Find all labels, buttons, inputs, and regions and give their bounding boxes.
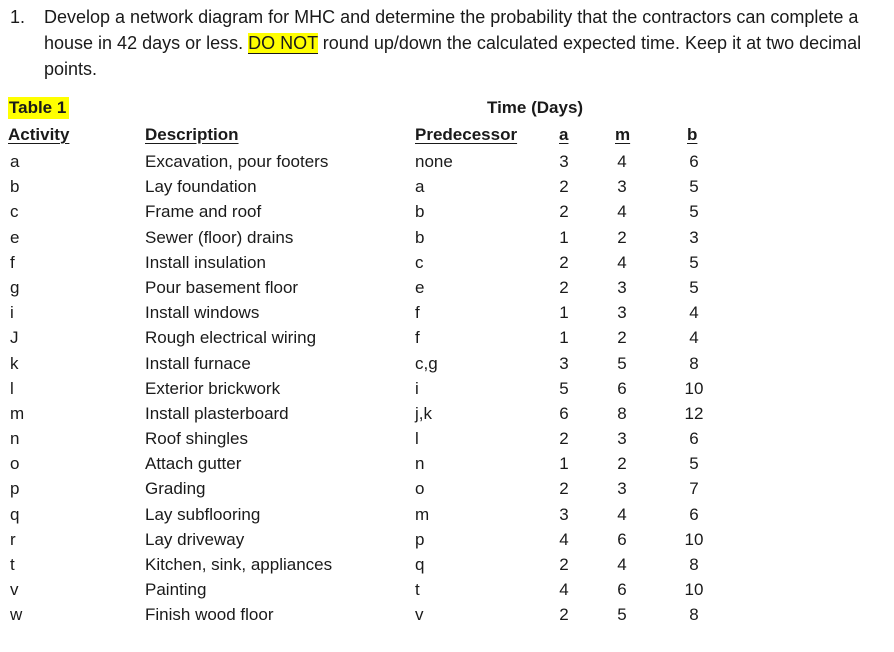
question-text-before: Develop a network diagram for MHC and determine the probability that the contractors can complete a house in 42 days or less. <box>44 7 859 53</box>
time-m-cell: 8 <box>617 403 627 423</box>
time-m-cell: 4 <box>617 152 627 171</box>
predecessor-cell: c,g <box>415 353 438 373</box>
predecessor-cell: o <box>415 479 425 499</box>
table-row <box>0 602 894 627</box>
time-a-cell: 5 <box>559 378 569 398</box>
time-b-cell: 6 <box>689 152 699 171</box>
time-m-cell: 3 <box>617 303 627 323</box>
time-b-cell: 5 <box>689 177 699 197</box>
activity-cell: o <box>10 454 20 474</box>
time-m-cell: 2 <box>617 227 627 247</box>
time-m-cell: 6 <box>617 529 627 549</box>
table-row <box>0 426 894 451</box>
description-cell: Install plasterboard <box>145 403 289 423</box>
activity-cell: n <box>10 429 20 449</box>
table-row <box>0 225 894 250</box>
header-activity: Activity <box>8 125 70 144</box>
description-cell: Lay foundation <box>145 177 257 197</box>
activity-table <box>0 149 894 628</box>
table-row <box>0 552 894 577</box>
time-m-cell: 2 <box>617 454 627 474</box>
description-cell: Finish wood floor <box>145 605 274 625</box>
time-m-cell: 6 <box>617 580 627 600</box>
time-a-cell: 1 <box>559 303 569 323</box>
table-row <box>0 174 894 199</box>
table-row <box>0 300 894 325</box>
time-b-cell: 10 <box>684 580 704 600</box>
description-cell: Install furnace <box>145 353 251 373</box>
time-b-cell: 6 <box>689 504 699 524</box>
time-a-cell: 3 <box>559 353 569 373</box>
time-b-cell: 5 <box>689 202 699 222</box>
description-cell: Exterior brickwork <box>145 378 281 398</box>
predecessor-cell: b <box>415 227 425 247</box>
description-cell: Attach gutter <box>145 454 242 474</box>
predecessor-cell: j,k <box>415 403 432 423</box>
time-b-cell: 3 <box>689 227 699 247</box>
table-row <box>0 199 894 224</box>
header-m: m <box>615 125 631 144</box>
time-b-cell: 5 <box>689 454 699 474</box>
time-a-cell: 1 <box>559 454 569 474</box>
description-cell: Install insulation <box>145 252 266 272</box>
do-not-highlight: DO NOT <box>248 33 318 53</box>
time-m-cell: 3 <box>617 277 627 297</box>
table-row <box>0 577 894 602</box>
header-predecessor: Predecessor <box>415 125 518 144</box>
time-m-cell: 4 <box>617 202 627 222</box>
time-b-cell: 10 <box>684 529 704 549</box>
question-text <box>10 4 888 82</box>
time-a-cell: 1 <box>559 227 569 247</box>
time-a-cell: 3 <box>559 152 569 171</box>
predecessor-cell: i <box>415 378 419 398</box>
predecessor-cell: v <box>415 605 424 625</box>
table-row <box>0 376 894 401</box>
table-row <box>0 275 894 300</box>
description-cell: Painting <box>145 580 207 600</box>
time-a-cell: 2 <box>559 177 569 197</box>
time-a-cell: 2 <box>559 429 569 449</box>
time-header: Time (Days) <box>487 98 584 117</box>
activity-cell: l <box>10 378 14 398</box>
time-a-cell: 2 <box>559 202 569 222</box>
time-m-cell: 3 <box>617 429 627 449</box>
time-m-cell: 4 <box>617 504 627 524</box>
table-row <box>0 149 894 174</box>
description-cell: Roof shingles <box>145 429 249 449</box>
predecessor-cell: f <box>415 303 420 323</box>
time-b-cell: 5 <box>689 277 699 297</box>
time-m-cell: 3 <box>617 177 627 197</box>
predecessor-cell: n <box>415 454 425 474</box>
predecessor-cell: a <box>415 177 425 197</box>
predecessor-cell: l <box>415 429 419 449</box>
table-row <box>0 401 894 426</box>
table-row <box>0 250 894 275</box>
activity-cell: a <box>10 152 20 171</box>
time-a-cell: 3 <box>559 504 569 524</box>
time-b-cell: 8 <box>689 555 699 574</box>
question-number: 1. <box>10 7 26 27</box>
description-cell: Lay subflooring <box>145 504 261 524</box>
time-a-cell: 4 <box>559 529 569 549</box>
time-m-cell: 2 <box>617 328 627 348</box>
table-row <box>0 476 894 501</box>
time-a-cell: 2 <box>559 277 569 297</box>
activity-cell: c <box>10 202 19 222</box>
question-body <box>44 4 888 82</box>
table-row <box>0 527 894 552</box>
table-row <box>0 325 894 350</box>
activity-cell: q <box>10 504 20 524</box>
predecessor-cell: c <box>415 252 424 272</box>
time-m-cell: 4 <box>617 252 627 272</box>
time-b-cell: 8 <box>689 353 699 373</box>
activity-cell: r <box>10 529 16 549</box>
header-description: Description <box>145 125 239 144</box>
time-a-cell: 4 <box>559 580 569 600</box>
activity-cell: p <box>10 479 20 499</box>
time-a-cell: 2 <box>559 479 569 499</box>
time-b-cell: 4 <box>689 303 699 323</box>
time-a-cell: 2 <box>559 555 569 574</box>
time-b-cell: 10 <box>684 378 704 398</box>
time-b-cell: 12 <box>684 403 704 423</box>
time-b-cell: 7 <box>689 479 699 499</box>
time-a-cell: 2 <box>559 252 569 272</box>
predecessor-cell: q <box>415 555 425 574</box>
description-cell: Lay driveway <box>145 529 245 549</box>
predecessor-cell: t <box>415 580 420 600</box>
table-row <box>0 351 894 376</box>
activity-cell: g <box>10 277 20 297</box>
activity-cell: J <box>10 328 19 348</box>
time-m-cell: 5 <box>617 605 627 625</box>
predecessor-cell: f <box>415 328 420 348</box>
activity-cell: k <box>10 353 19 373</box>
time-m-cell: 5 <box>617 353 627 373</box>
description-cell: Frame and roof <box>145 202 262 222</box>
time-b-cell: 6 <box>689 429 699 449</box>
activity-cell: f <box>10 252 15 272</box>
table-row <box>0 451 894 476</box>
table-row <box>0 502 894 527</box>
activity-cell: w <box>10 605 23 625</box>
time-m-cell: 4 <box>617 555 627 574</box>
predecessor-cell: m <box>415 504 430 524</box>
time-a-cell: 6 <box>559 403 569 423</box>
activity-cell: v <box>10 580 19 600</box>
time-m-cell: 3 <box>617 479 627 499</box>
description-cell: Sewer (floor) drains <box>145 227 294 247</box>
description-cell: Install windows <box>145 303 260 323</box>
time-a-cell: 1 <box>559 328 569 348</box>
description-cell: Pour basement floor <box>145 277 299 297</box>
question-text-after: round up/down the calculated expected time. Keep it at two decimal points. <box>44 33 862 79</box>
activity-cell: e <box>10 227 20 247</box>
description-cell: Excavation, pour footers <box>145 152 329 171</box>
description-cell: Grading <box>145 479 206 499</box>
activity-cell: i <box>10 303 14 323</box>
predecessor-cell: e <box>415 277 425 297</box>
predecessor-cell: b <box>415 202 425 222</box>
header-a: a <box>559 125 569 144</box>
activity-cell: t <box>10 555 15 574</box>
time-b-cell: 8 <box>689 605 699 625</box>
description-cell: Rough electrical wiring <box>145 328 317 348</box>
time-a-cell: 2 <box>559 605 569 625</box>
description-cell: Kitchen, sink, appliances <box>145 555 333 574</box>
activity-cell: b <box>10 177 20 197</box>
time-b-cell: 4 <box>689 328 699 348</box>
time-m-cell: 6 <box>617 378 627 398</box>
table-title: Table 1 <box>8 97 69 119</box>
predecessor-cell: p <box>415 529 425 549</box>
predecessor-cell: none <box>415 152 453 171</box>
activity-cell: m <box>10 403 25 423</box>
header-b: b <box>687 125 698 144</box>
time-b-cell: 5 <box>689 252 699 272</box>
